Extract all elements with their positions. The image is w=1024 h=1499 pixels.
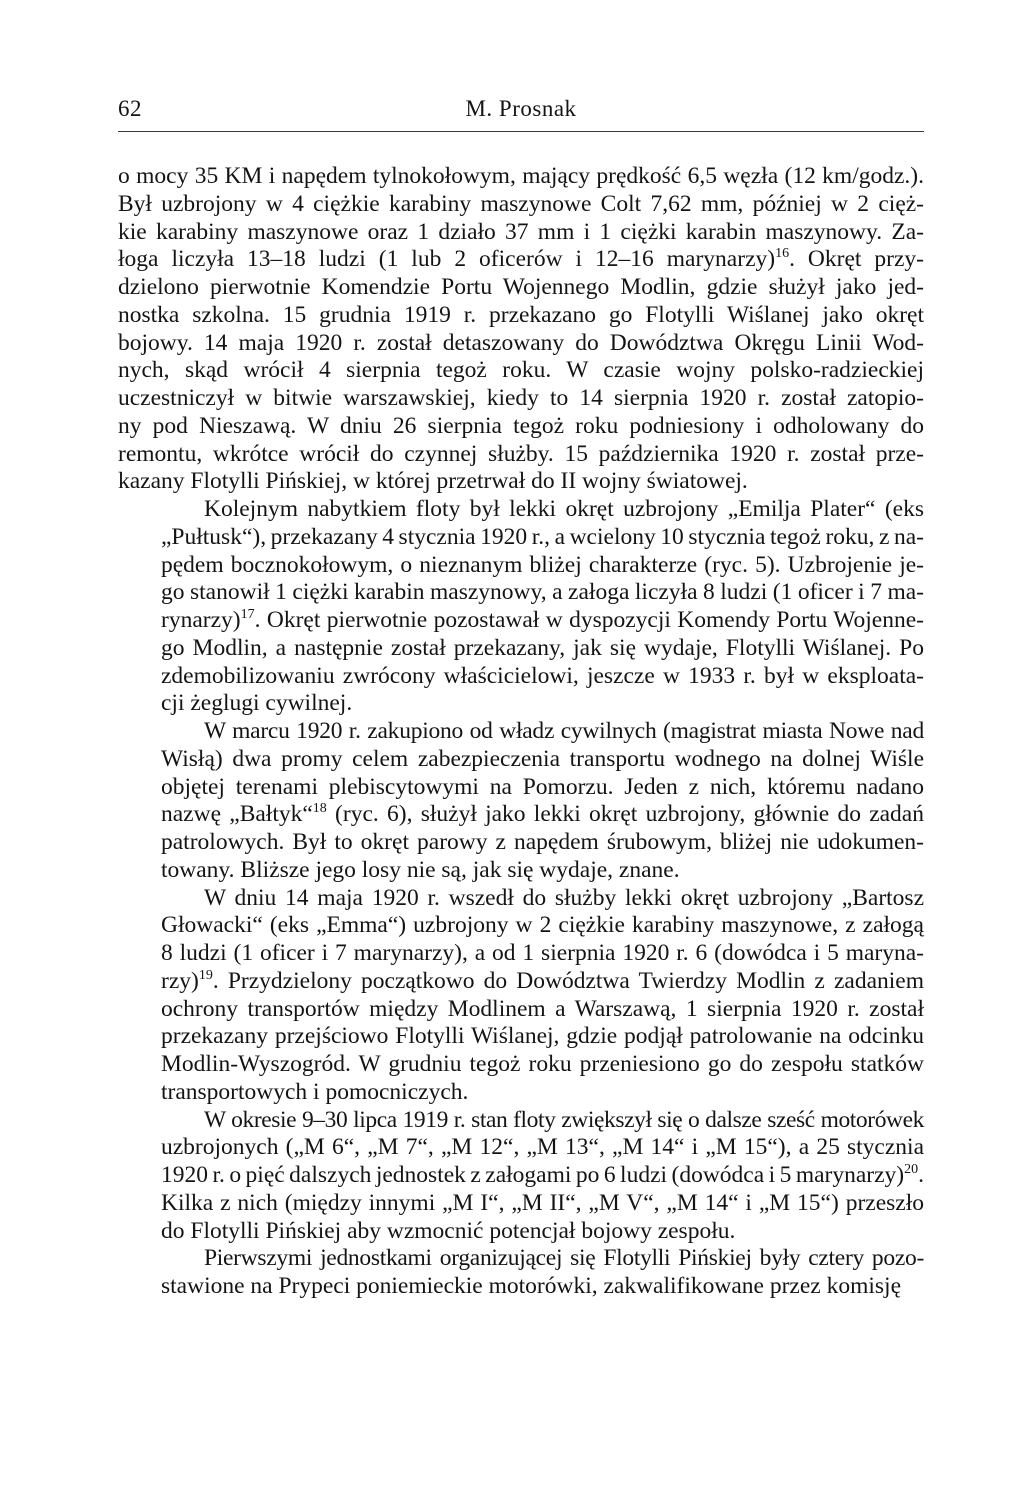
footnote-marker: 18	[312, 801, 327, 817]
text-line: zdemobilizowaniu zwrócony właścicielowi, jeszcze w 1933 r. był w eksploata-	[161, 662, 924, 689]
running-head-author: M. Prosnak	[465, 96, 577, 121]
text-line: Pierwszymi jednostkami organizującej się Flotylli Pińskiej były cztery pozo-	[204, 1245, 924, 1272]
text-line: towany. Bliższe jego losy nie są, jak się wydaje, znane.	[161, 856, 680, 883]
text-line: nazwę „Bałtyk“$^{18}$ (ryc. 6), służył jako lekki okręt uzbrojony, głównie do zadań	[161, 801, 924, 828]
text-line: Kolejnym nabytkiem floty był lekki okręt uzbrojony „Emilja Plater“ (eks	[204, 496, 924, 522]
text-line: kazany Flotylli Pińskiej, w której przetrwał do II wojny światowej.	[118, 468, 748, 495]
text-line: patrolowych. Był to okręt parowy z napędem śrubowym, bliżej nie udokumen-	[161, 829, 924, 855]
text-line: remontu, wkrótce wrócił do czynnej służby. 15 października 1920 r. został prze-	[118, 440, 924, 467]
paragraph-2	[118, 496, 924, 718]
text-line: go stanowił 1 ciężki karabin maszynowy, a załoga liczyła 8 ludzi (1 oficer i 7 ma-	[161, 579, 924, 606]
text-line: rynarzy)$^{17}$. Okręt pierwotnie pozostawał w dyspozycji Komendy Portu Wojenne-	[161, 607, 924, 633]
text-line: transportowych i pomocniczych.	[161, 1078, 469, 1105]
text-line: ochrony transportów między Modlinem a Warszawą, 1 sierpnia 1920 r. został	[161, 995, 924, 1022]
page-number: 62	[118, 96, 142, 121]
paragraph-list	[118, 163, 924, 1301]
text-line: Kilka z nich (między innymi „M I“, „M II“, „M V“, „M 14“ i „M 15“) przeszło	[161, 1189, 924, 1216]
body-text	[118, 163, 924, 1301]
paragraph-6	[118, 1245, 924, 1301]
text-line: o mocy 35 KM i napędem tylnokołowym, mający prędkość 6,5 węzła (12 km/godz.).	[118, 163, 924, 189]
text-line: pędem bocznokołowym, o nieznanym bliżej charakterze (ryc. 5). Uzbrojenie je-	[161, 551, 924, 578]
text-line: łoga liczyła 13–18 ludzi (1 lub 2 oficerów i 12–16 marynarzy)$^{16}$. Okręt przy-	[118, 246, 925, 273]
text-line: go Modlin, a następnie został przekazany, jak się wydaje, Flotylli Wiślanej. Po	[161, 634, 924, 661]
text-line: kie karabiny maszynowe oraz 1 działo 37 mm i 1 ciężki karabin maszynowy. Za-	[118, 218, 924, 245]
text-line: rzy)$^{19}$. Przydzielony początkowo do Dowództwa Twierdzy Modlin z zadaniem	[161, 967, 924, 994]
text-line: W dniu 14 maja 1920 r. wszedł do służby lekki okręt uzbrojony „Bartosz	[204, 884, 924, 911]
text-line: uczestniczył w bitwie warszawskiej, kiedy to 14 sierpnia 1920 r. został zatopio-	[118, 385, 924, 411]
page-header	[118, 96, 924, 128]
paragraph-4	[118, 885, 924, 1107]
text-line: objętej terenami plebiscytowymi na Pomorzu. Jeden z nich, któremu nadano	[161, 773, 924, 800]
paragraph-3	[118, 718, 924, 885]
paragraph-5	[118, 1107, 924, 1246]
paragraph-1	[118, 163, 924, 496]
text-line: 8 ludzi (1 oficer i 7 marynarzy), a od 1 sierpnia 1920 r. 6 (dowódca i 5 maryna-	[161, 940, 924, 966]
text-line: ny pod Nieszawą. W dniu 26 sierpnia tegoż roku podniesiony i odholowany do	[118, 412, 924, 439]
header-rule	[118, 131, 924, 132]
text-line: uzbrojonych („M 6“, „M 7“, „M 12“, „M 13“, „M 14“ i „M 15“), a 25 stycznia	[161, 1134, 924, 1161]
text-line: W okresie 9–30 lipca 1919 r. stan floty zwiększył się o dalsze sześć motorówek	[204, 1106, 924, 1133]
text-line: W marcu 1920 r. zakupiono od władz cywilnych (magistrat miasta Nowe nad	[204, 718, 924, 744]
text-line: Modlin-Wyszogród. W grudniu tegoż roku przeniesiono go do zespołu statków	[161, 1051, 924, 1077]
text-line: stawione na Prypeci poniemieckie motorówki, zakwalifikowane przez komisję	[161, 1273, 902, 1299]
text-line: do Flotylli Pińskiej aby wzmocnić potencjał bojowy zespołu.	[161, 1217, 736, 1244]
text-line: bojowy. 14 maja 1920 r. został detaszowany do Dowództwa Okręgu Linii Wod-	[118, 329, 924, 356]
text-line: „Pułtusk“), przekazany 4 stycznia 1920 r., a wcielony 10 stycznia tegoż roku, z na-	[161, 523, 924, 550]
footnote-marker: 19	[198, 967, 213, 983]
text-line: przekazany przejściowo Flotylli Wiślanej, gdzie podjął patrolowanie na odcinku	[161, 1023, 924, 1050]
text-line: nostka szkolna. 15 grudnia 1919 r. przekazano go Flotylli Wiślanej jako okręt	[118, 301, 924, 328]
text-line: Był uzbrojony w 4 ciężkie karabiny maszynowe Colt 7,62 mm, później w 2 cięż-	[118, 190, 924, 217]
footnote-marker: 17	[240, 607, 255, 622]
text-line: dzielono pierwotnie Komendzie Portu Wojennego Modlin, gdzie służył jako jed-	[118, 274, 924, 300]
footnote-marker: 20	[904, 1162, 919, 1177]
text-line: nych, skąd wrócił 4 sierpnia tegoż roku. W czasie wojny polsko-radzieckiej	[118, 357, 924, 384]
text-line: Głowacki“ (eks „Emma“) uzbrojony w 2 ciężkie karabiny maszynowe, z załogą	[161, 912, 924, 939]
text-line: 1920 r. o pięć dalszych jednostek z załogami po 6 ludzi (dowódca i 5 marynarzy)$^{20}$.	[161, 1162, 924, 1188]
footnote-marker: 16	[775, 246, 790, 262]
text-line: Wisłą) dwa promy celem zabezpieczenia transportu wodnego na dolnej Wiśle	[161, 745, 924, 772]
text-line: cji żeglugi cywilnej.	[161, 690, 353, 717]
